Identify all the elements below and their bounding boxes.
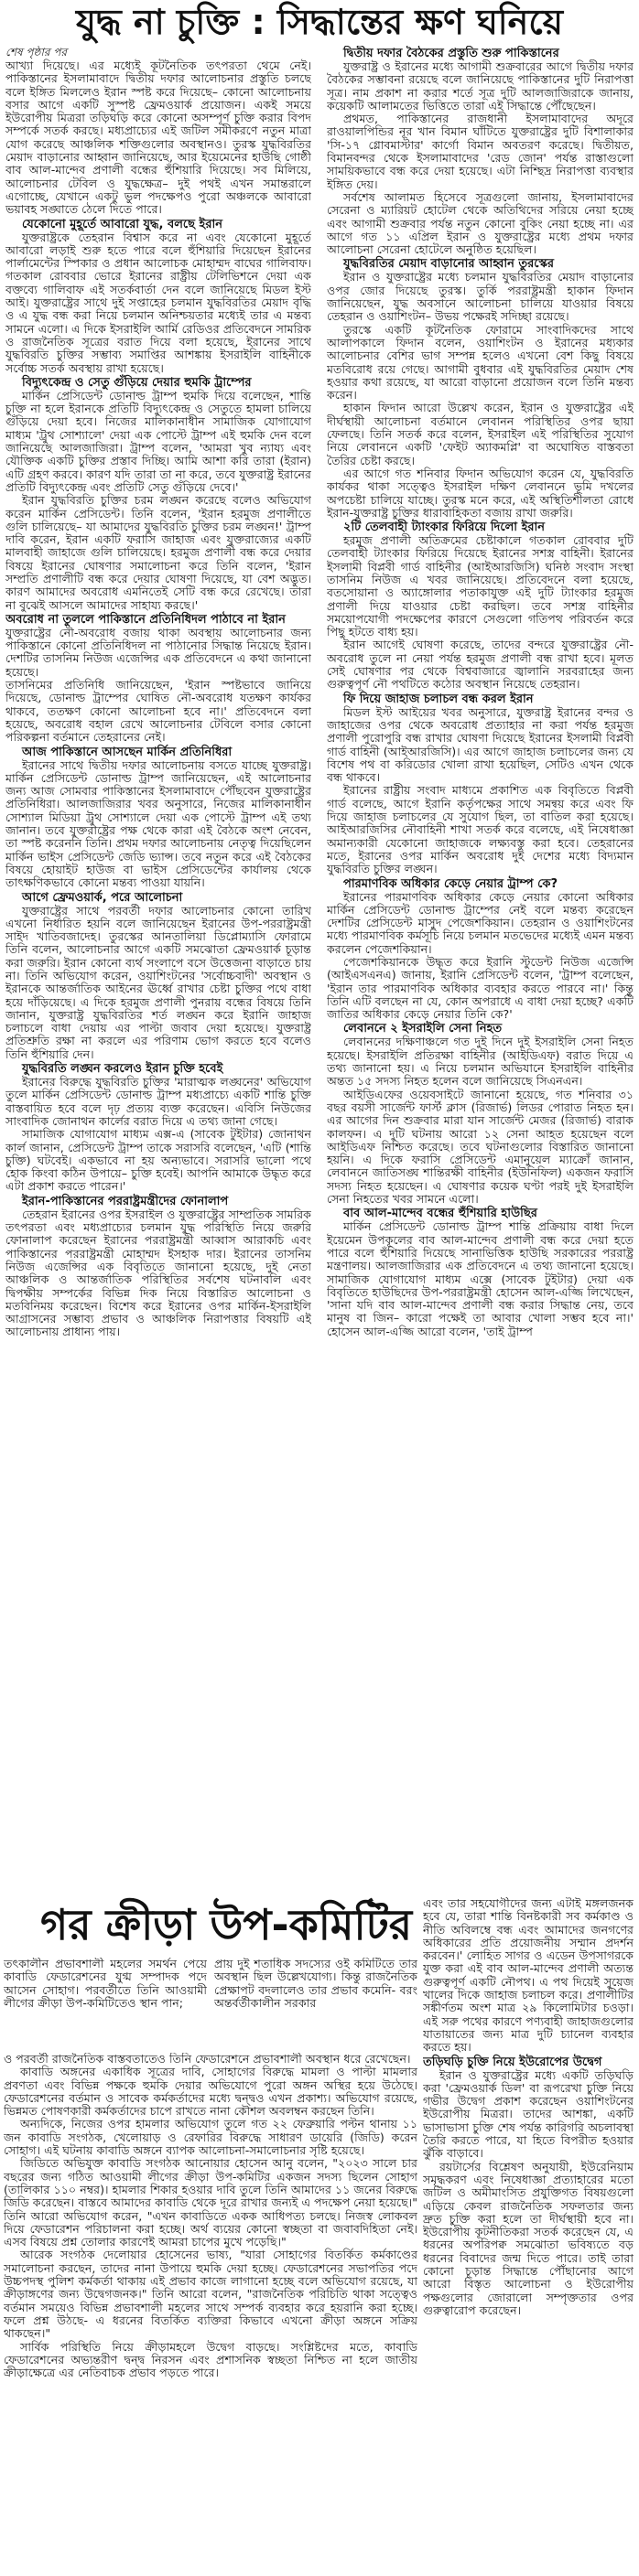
- paragraph: আইডিএফের ওয়েবসাইটে জানানো হয়েছে, গত শনিবার ৩১ বছর বয়সী সার্জেন্ট ফার্স্ট ক্লাস (রিজার্ভ) লিডর পোরাত নিহত হন। এর আগের দিন শুক্রবার মারা যান সার্জেন্ট মেজর (রিজার্ভ) বারাক কালফন। এ দুটি ঘটনায় আরো ১২ সেনা আহত হয়েছেন বলে আইডিএফ নিশ্চিত করেছে। তবে ঘটনাগুলোর বিস্তারিত জানানো হয়নি। এ দিকে ফরাসি প্রেসিডেন্ট এমানুয়েল ম্যাক্রোঁ জানান, লেবাননে জাতিসঙ্ঘ শান্তিরক্ষী বাহিনীর (ইউনিফিল) একজন ফরাসি সদস্য নিহত হয়েছেন। এ ঘোষণার কয়েক ঘণ্টা পরই দুই ইসরাইলি সেনা নিহতের খবর সামনে এলো।: [327, 1087, 634, 1207]
- paragraph: অন্যদিকে, নিজের ওপর হামলার অভিযোগ তুলে গত ২২ ফেব্রুয়ারি পল্টন থানায় ১১ জন কাবাডি সংগঠক, খেলোয়াড় ও রেফারির বিরুদ্ধে সাধারণ ডায়েরি (জিডি) করেন সোহাগ। এই ঘটনায় কাবাডি অঙ্গনে ব্যাপক আলোচনা-সমালোচনার সৃষ্টি হয়েছে।: [4, 2117, 417, 2158]
- subheading: তড়িঘড়ি চুক্তি নিয়ে ইউরোপের উদ্বেগ: [423, 2055, 602, 2069]
- paragraph: যুক্তরাষ্ট্রের সাথে পরবর্তী দফার আলোচনার কোনো তারিখ এখনো নির্ধারিত হয়নি বলে জানিয়েছেন ইরানের উপ-পররাষ্ট্রমন্ত্রী সাইদ খাতিবজাদেহ। তুরস্কের আনতালিয়া ডিপ্লোম্যাসি ফোরামে তিনি বলেন, আলোচনার আগে একটি সমঝোতা ফ্রেমওয়ার্ক চূড়ান্ত করা জরুরি। ইরান কোনো ব্যর্থ সংলাপে বসে উত্তেজনা বাড়াতে চায় না। তিনি অভিযোগ করেন, ওয়াশিংটনের 'সর্বোচ্চবাদী' অবস্থান ও ইরানকে আন্তর্জাতিক আইনের ঊর্ধ্বে রাখার চেষ্টা চুক্তির পথে বাধা হয়ে দাঁড়িয়েছে। এ দিকে হরমুজ প্রণালী পুনরায় বন্ধের বিষয়ে তিনি জানান, যুক্তরাষ্ট্র যুদ্ধবিরতির শর্ত লঙ্ঘন করে ইরানি জাহাজ চলাচলে বাধা দেয়ায় এর পাল্টা জবাব দেয়া হয়েছে। যুক্তরাষ্ট্র প্রতিশ্রুতি রক্ষা না করলে এর পরিণাম ভোগ করতে হবে বলেও তিনি হুঁশিয়ারি দেন।: [5, 903, 311, 1061]
- paragraph: তৎকালীন প্রভাবশালী মহলের সমর্থন পেয়ে কাবাডি ফেডারেশনের যুগ্ম সম্পাদক পদে আসেন সোহাগ। পরবর্তীতে তিনি আওয়ামী লীগের ক্রীড়া উপ-কমিটিতেও স্থান পান;: [4, 1958, 207, 2010]
- paragraph: এবং তার সহযোগীদের জন্য এটাই মঙ্গলজনক হবে যে, তারা শান্তি বিনষ্টকারী সব কর্মকাণ্ড ও নীতি অবিলম্বে বন্ধ এবং আমাদের জনগণের অধিকারের প্রতি প্রয়োজনীয় সম্মান প্রদর্শন করবেন।' লোহিত সাগর ও এডেন উপসাগরকে যুক্ত করা এই বাব আল-মান্দেব প্রণালী অত্যন্ত গুরুত্বপূর্ণ একটি নৌপথ। এ পথ দিয়েই সুয়েজ খালের দিকে জাহাজ চলাচল করে। প্রণালীটির সঙ্কীর্ণতম অংশ মাত্র ২৯ কিলোমিটার চওড়া। এই সরু পথের কারণে পণ্যবাহী জাহাজগুলোর যাতায়াতের জন্য মাত্র দুটি চ্যানেল ব্যবহার করতে হয়।: [423, 1897, 634, 2055]
- paragraph: সামাজিক যোগাযোগ মাধ্যম এক্স-এ (সাবেক টুইটার) জোনাথন কার্ল জানান, প্রেসিডেন্ট ট্রাম্প তাকে সরাসরি বলেছেন, 'এটি (শান্তি চুক্তি) ঘটবেই। একভাবে না হয় অন্যভাবে। সরাসরি ভালো পথে হোক কিংবা কঠিন উপায়ে– চুক্তি হবেই। আপনি আমাকে উদ্ধৃত করে এটা প্রকাশ করতে পারেন।': [5, 1127, 311, 1194]
- paragraph: ইরানের রাষ্ট্রীয় সংবাদ মাধ্যমে প্রকাশিত এক বিবৃতিতে বিপ্লবী গার্ড বলেছে, আগে ইরানি কর্তৃপক্ষের সাথে সমন্বয় করে এবং ফি দিয়ে জাহাজ চলাচলের যে সুযোগ ছিল, তা বাতিল করা হয়েছে। আইআরজিসির নৌবাহিনী শাখা সতর্ক করে বলেছে, এই নিষেধাজ্ঞা অমান্যকারী যেকোনো জাহাজকে লক্ষ্যবস্তু করা হবে। তেহরানের মতে, ইরানের ওপর মার্কিন অবরোধ দুই দেশের মধ্যে বিদ্যমান যুদ্ধবিরতি চুক্তির লঙ্ঘন।: [327, 783, 634, 876]
- paragraph: কাবাডি অঙ্গনের একাধিক সূত্রের দাবি, সোহাগের বিরুদ্ধে মামলা ও পাল্টা মামলার প্রবণতা এবং বিভিন্ন পক্ষকে হুমকি দেয়ার অভিযোগে পুরো অঙ্গন অস্থির হয়ে উঠেছে। ফেডারেশনের বর্তমান ও সাবেক কর্মকর্তাদের মধ্যে দ্বন্দ্বও এখন প্রকাশ্য। অভিযোগ রয়েছে, ভিন্নমত পোষণকারী কর্মকর্তাদের চাপে রাখতে নানা কৌশল অবলম্বন করছেন তিনি।: [4, 2065, 417, 2119]
- subheading: ইরান-পাকিস্তানের পররাষ্ট্রমন্ত্রীদের ফোনালাপ: [22, 1194, 229, 1208]
- main-article-right-column: [327, 46, 634, 1895]
- paragraph: পেজেশকিয়ানকে উদ্ধৃত করে ইরানি স্টুডেন্ট নিউজ এজেন্সি (আইএসএনএ) জানায়, ইরানি প্রেসিডেন্ট বলেন, 'ট্রাম্প বলেছেন, 'ইরান তার পারমাণবিক অধিকার ব্যবহার করতে পারবে না।' কিন্তু তিনি এটি বলছেন না যে, কোন অপরাধে এ বাধা দেয়া হচ্ছে? একটি জাতির অধিকার কেড়ে নেয়ার তিনি কে?': [327, 955, 634, 1022]
- subheading: আগে ফ্রেমওয়ার্ক, পরে আলোচনা: [22, 890, 183, 905]
- sports-headline-text: গর ক্রীড়া উপ-কমিটির: [40, 1900, 412, 1949]
- paragraph: হরমুজ প্রণালী অতিক্রমের চেষ্টাকালে গতকাল রোববার দুটি তেলবাহী ট্যাংকার ফিরিয়ে দিয়েছে ইরানের সশস্ত্র বাহিনী। ইরানের ইসলামী বিপ্লবী গার্ড বাহিনীর (আইআরজিসি) ঘনিষ্ঠ সংবাদ সংস্থা তাসনিম নিউজ এ খবর জানিয়েছে। প্রতিবেদনে বলা হয়েছে, বতসোয়ানা ও অ্যাঙ্গোলার পতাকাযুক্ত এই দুটি ট্যাংকার হরমুজ প্রণালী দিয়ে যাওয়ার চেষ্টা করছিল। তবে সশস্ত্র বাহিনীর সময়োপযোগী পদক্ষেপের কারণে সেগুলো গতিপথ পরিবর্তন করে পিছু হটতে বাধ্য হয়।: [327, 533, 634, 639]
- paragraph: তেহরান ইরানের ওপর ইসরাইল ও যুক্তরাষ্ট্রের সাম্প্রতিক সামরিক তৎপরতা এবং মধ্যপ্রাচ্যের চলমান যুদ্ধ পরিস্থিতি নিয়ে জরুরি ফোনালাপ করেছেন ইরানের পররাষ্ট্রমন্ত্রী আব্বাস আরাকচি এবং পাকিস্তানের পররাষ্ট্রমন্ত্রী মোহাম্মদ ইসহাক দার। ইরানের তাসনিম নিউজ এজেন্সির এক বিবৃতিতে জানানো হয়েছে, দুই নেতা আঞ্চলিক ও আন্তর্জাতিক পরিস্থিতির সর্বশেষ ঘটনাবলি এবং দ্বিপক্ষীয় সম্পর্কের বিভিন্ন দিক নিয়ে বিস্তারিত আলোচনা ও মতবিনিময় করেছেন। বিশেষ করে ইরানের ওপর মার্কিন-ইসরাইলি আগ্রাসনের সম্ভাব্য প্রভাব ও আঞ্চলিক নিরাপত্তার বিষয়টি এই আলোচনায় প্রাধান্য পায়।: [5, 1207, 311, 1339]
- sports-article-headline: [0, 1895, 421, 1954]
- paragraph: ইরানের পারমাণবিক অধিকার কেড়ে নেয়ার কোনো অধিকার মার্কিন প্রেসিডেন্ট ডোনাল্ড ট্রাম্পের নেই বলে মন্তব্য করেছেন দেশটির প্রেসিডেন্ট মাসুদ পেজেশকিয়ান। তেহরান ও ওয়াশিংটনের মধ্যে পারমাণবিক কর্মসূচি নিয়ে চলমান মতভেদের মধ্যেই এমন মন্তব্য করলেন পেজেশকিয়ান।: [327, 889, 634, 956]
- paragraph: যুক্তরাষ্ট্রকে তেহরান বিশ্বাস করে না এবং যেকোনো মুহূর্তে আবারো লড়াই শুরু হতে পারে বলে হুঁশিয়ারি দিয়েছেন ইরানের পার্লামেন্টের স্পিকার ও প্রধান আলোচক মোহাম্মদ বাঘের গালিবাফ। গতকাল রোববার ভোরে ইরানের রাষ্ট্রীয় টেলিভিশনে দেয়া এক বক্তব্যে গালিবাফ এই সতর্কবার্তা দেন বলে জানিয়েছে মিডল ইস্ট আই। যুক্তরাষ্ট্রের সাথে দুই সপ্তাহের চলমান যুদ্ধবিরতির মেয়াদ বৃদ্ধি ও এ যুদ্ধ বন্ধ করা নিয়ে চলমান অনিশ্চয়তার মধ্যেই তার এ মন্তব্য সামনে এলো। এ দিকে ইসরাইলি আর্মি রেডিওর প্রতিবেদনে সামরিক ও রাজনৈতিক সূত্রের বরাত দিয়ে বলা হয়েছে, ইরানের সাথে যুদ্ধবিরতি চুক্তির সম্ভাব্য সমাপ্তির আশঙ্কায় ইসরাইলি বাহিনীকে সর্বোচ্চ সতর্ক অবস্থায় রাখা হয়েছে।: [5, 230, 311, 375]
- sports-article-column-1: [4, 1958, 207, 2038]
- paragraph: তাসনিমের প্রতিনিধি জানিয়েছেন, 'ইরান স্পষ্টভাবে জানিয়ে দিয়েছে, ডোনাল্ড ট্রাম্পের ঘোষিত নৌ-অবরোধ যতক্ষণ কার্যকর থাকবে, ততক্ষণ কোনো আলোচনা হবে না।' প্রতিবেদনে বলা হয়েছে, অবরোধ বহাল রেখে আলোচনার টেবিলে বসার কোনো পরিকল্পনা বর্তমানে তেহরানের নেই।: [5, 678, 311, 745]
- paragraph: প্রথমত, পাকিস্তানের রাজধানী ইসলামাবাদের অদূরে রাওয়ালপিন্ডির নূর খান বিমান ঘাঁটিতে যুক্তরাষ্ট্রের দুটি বিশালাকার 'সি-১৭ গ্লোবমাস্টার' কার্গো বিমান অবতরণ করেছে। দ্বিতীয়ত, বিমানবন্দর থেকে ইসলামাবাদের 'রেড জোন' পর্যন্ত রাস্তাগুলো সাময়িকভাবে বন্ধ করে দেয়া হয়েছে। এটা নিশ্ছিদ্র নিরাপত্তা ব্যবস্থার ইঙ্গিত দেয়।: [327, 112, 634, 191]
- sports-article-body: [4, 2053, 417, 2565]
- subheading: দ্বিতীয় দফার বৈঠকের প্রস্তুতি শুরু পাকিস্তানের: [343, 47, 559, 60]
- paragraph: ইরান যুদ্ধবিরতি চুক্তির চরম লঙ্ঘন করেছে বলেও অভিযোগ করেন মার্কিন প্রেসিডেন্ট। তিনি বলেন, 'ইরান হরমুজ প্রণালীতে গুলি চালিয়েছে– যা আমাদের যুদ্ধবিরতি চুক্তির চরম লঙ্ঘন!' ট্রাম্প দাবি করেন, ইরান একটি ফরাসি জাহাজ এবং যুক্তরাজ্যের একটি মালবাহী জাহাজে গুলি চালিয়েছে। হরমুজ প্রণালী বন্ধ করে দেয়ার বিষয়ে ইরানের ঘোষণার সমালোচনা করে তিনি বলেন, 'ইরান সম্প্রতি প্রণালীটি বন্ধ করে দেয়ার ঘোষণা দিয়েছে, যা বেশ অদ্ভুত। কারণ আমাদের অবরোধ এমনিতেই সেটি বন্ধ করে রেখেছে। তারা না বুঝেই আসলে আমাদের সাহায্য করছে।': [5, 493, 311, 612]
- paragraph: মার্কিন প্রেসিডেন্ট ডোনাল্ড ট্রাম্প হুমকি দিয়ে বলেছেন, শান্তি চুক্তি না হলে ইরানকে প্রতিটি বিদ্যুৎকেন্দ্র ও সেতুতে হামলা চালিয়ে গুঁড়িয়ে দেয়া হবে। নিজের মালিকানাধীন সামাজিক যোগাযোগ মাধ্যম 'ট্রুথ সোশ্যালে' দেয়া এক পোস্টে ট্রাম্প এই হুমকি দেন বলে জানিয়েছে আলজাজিরা। ট্রাম্প বলেন, 'আমরা খুব ন্যায্য এবং যৌক্তিক একটি চুক্তির প্রস্তাব দিচ্ছি। আমি আশা করি তারা (ইরান) এটি গ্রহণ করবে। কারণ যদি তারা তা না করে, তবে যুক্তরাষ্ট্র ইরানের প্রতিটি বিদ্যুৎকেন্দ্র এবং প্রতিটি সেতু গুঁড়িয়ে দেবে।': [5, 388, 311, 494]
- subheading: অবরোধ না তুললে পাকিস্তানে প্রতিনিধিদল পাঠাবে না ইরান: [5, 612, 286, 627]
- paragraph: এর আগে গত শনিবার ফিদান অভিযোগ করেন যে, যুদ্ধবিরতি কার্যকর থাকা সত্ত্বেও ইসরাইল দক্ষিণ লেবাননে ভূমি দখলের অপচেষ্টা চালিয়ে যাচ্ছে। তুরস্ক মনে করে, এই অস্থিতিশীলতা রোধে ইরান-যুক্তরাষ্ট্র চুক্তির ধারাবাহিকতা বজায় রাখা জরুরি।: [327, 466, 634, 520]
- paragraph: ইরান ও যুক্তরাষ্ট্রের মধ্যে চলমান যুদ্ধবিরতির মেয়াদ বাড়ানোর ওপর জোর দিয়েছে তুরস্ক। তুর্কি পররাষ্ট্রমন্ত্রী হাকান ফিদান জানিয়েছেন, যুদ্ধ অবসানে আলোচনা চালিয়ে যাওয়ার বিষয়ে তেহরান ও ওয়াশিংটন– উভয় পক্ষেরই সদিচ্ছা রয়েছে।: [327, 270, 634, 324]
- paragraph: সর্বশেষ আলামত হিসেবে সূত্রগুলো জানায়, ইসলামাবাদের সেরেনা ও ম্যারিয়ট হোটেল থেকে অতিথিদের সরিয়ে নেয়া হচ্ছে এবং আগামী শুক্রবার পর্যন্ত নতুন কোনো বুকিং নেয়া হচ্ছে না। এর আগে গত ১১ এপ্রিল ইরান ও যুক্তরাষ্ট্রের মধ্যে প্রথম দফার আলোচনা সেরেনা হোটেলে অনুষ্ঠিত হয়েছিল।: [327, 189, 634, 257]
- paragraph: ইরান ও যুক্তরাষ্ট্রের মধ্যে একটি তড়িঘড়ি করা 'ফ্রেমওয়ার্ক ডিল' বা রূপরেখা চুক্তি নিয়ে গভীর উদ্বেগ প্রকাশ করেছেন ওয়াশিংটনের ইউরোপীয় মিত্ররা। তাদের আশঙ্কা, একটি ভাসাভাসা চুক্তি শেষ পর্যন্ত কারিগরি অচলাবস্থা তৈরি করতে পারে, যা হিতে বিপরীত হওয়ার ঝুঁকি বাড়াবে।: [423, 2067, 634, 2161]
- paragraph: রয়টার্সের বিশ্লেষণ অনুযায়ী, ইউরেনিয়াম সমৃদ্ধকরণ এবং নিষেধাজ্ঞা প্রত্যাহারের মতো জটিল ও অমীমাংসিত প্রযুক্তিগত বিষয়গুলো এড়িয়ে কেবল রাজনৈতিক সফলতার জন্য দ্রুত চুক্তি করা হলে তা দীর্ঘস্থায়ী হবে না। ইউরোপীয় কূটনীতিকরা সতর্ক করেছেন যে, এ ধরনের অপরিপক্ব সমঝোতা ভবিষ্যতে বড় ধরনের বিবাদের জন্ম দিতে পারে। তাই তারা কোনো চূড়ান্ত সিদ্ধান্তে পৌঁছানোর আগে আরো বিস্তৃত আলোচনা ও ইউরোপীয় পক্ষগুলোর জোরালো সম্পৃক্ততার ওপর গুরুত্বারোপ করেছেন।: [423, 2159, 634, 2317]
- subheading: যুদ্ধবিরতি লঙ্ঘন করলেও ইরান চুক্তি হবেই: [22, 1062, 223, 1077]
- subheading: ২টি তেলবাহী ট্যাংকার ফিরিয়ে দিলো ইরান: [343, 521, 546, 535]
- paragraph: তুরস্কে একটি কূটনৈতিক ফোরামে সাংবাদিকদের সাথে আলাপকালে ফিদান বলেন, ওয়াশিংটন ও ইরানের মধ্যকার আলোচনার বেশির ভাগ সম্পন্ন হলেও এখনো বেশ কিছু বিষয়ে মতবিরোধ রয়ে গেছে। আগামী বুধবার এই যুদ্ধবিরতির মেয়াদ শেষ হওয়ার কথা রয়েছে, যা আরো বাড়ানো প্রয়োজন বলে তিনি মন্তব্য করেন।: [327, 322, 634, 402]
- subheading: যেকোনো মুহূর্তে আবারো যুদ্ধ, বলছে ইরান: [22, 217, 223, 231]
- paragraph: যুক্তরাষ্ট্র ও ইরানের মধ্যে আগামী শুক্রবারের আগে দ্বিতীয় দফার বৈঠকের সম্ভাবনা রয়েছে বলে জানিয়েছে পাকিস্তানের দুটি নিরাপত্তা সূত্র। নাম প্রকাশ না করার শর্তে সূত্র দুটি আলজাজিরাকে জানায়, কয়েকটি আলামতের ভিত্তিতে তারা এই সিদ্ধান্তে পৌঁছেছেন।: [327, 59, 634, 113]
- subheading: আজ পাকিস্তানে আসছেন মার্কিন প্রতিনিধিরা: [22, 745, 233, 759]
- paragraph: ইরান আগেই ঘোষণা করেছে, তাদের বন্দরে যুক্তরাষ্ট্রের নৌ-অবরোধ তুলে না নেয়া পর্যন্ত হরমুজ প্রণালী বন্ধ রাখা হবে। মূলত সেই ঘোষণার পর থেকে বিশ্ববাজারে জ্বালানি সরবরাহের জন্য গুরুত্বপূর্ণ নৌ পথটিতে কঠোর অবস্থান নিয়েছে তেহরান।: [327, 638, 634, 692]
- paragraph: ইরানের সাথে দ্বিতীয় দফার আলোচনায় বসতে যাচ্ছে যুক্তরাষ্ট্র। মার্কিন প্রেসিডেন্ট ডোনাল্ড ট্রাম্প জানিয়েছেন, এই আলোচনার জন্য আজ সোমবার পাকিস্তানের ইসলামাবাদে পৌঁছবেন যুক্তরাষ্ট্রের প্রতিনিধিরা। আলজাজিরার খবর অনুসারে, নিজের মালিকানাধীন সোশ্যাল মিডিয়া ট্রুথ সোশ্যালে দেয়া এক পোস্টে ট্রাম্প এই তথ্য জানান। তবে যুক্তরাষ্ট্রের পক্ষ থেকে কারা এই বৈঠকে অংশ নেবেন, তা স্পষ্ট করেননি তিনি। প্রথম দফার আলোচনায় নেতৃত্ব দিয়েছিলেন মার্কিন ভাইস প্রেসিডেন্ট জেডি ভ্যান্স। তবে নতুন করে এই বৈঠকের বিষয়ে হোয়াইট হাউজ বা ভাইস প্রেসিডেন্টের কার্যালয় থেকে তাৎক্ষণিকভাবে কোনো মন্তব্য পাওয়া যায়নি।: [5, 757, 311, 890]
- subheading: বিদ্যুৎকেন্দ্র ও সেতু গুঁড়িয়ে দেয়ার হুমকি ট্রাম্পের: [22, 375, 252, 390]
- paragraph: আরেক সংগঠক দেলোয়ার হোসেনের ভাষ্য, "যারা সোহাগের বিতর্কিত কর্মকাণ্ডের সমালোচনা করছেন, তাদের নানা উপায়ে হুমকি দেয়া হচ্ছে। ফেডারেশনের সভাপতির পদে উচ্চপদস্থ পুলিশ কর্মকর্তা থাকায় এই প্রভাব কাজে লাগানো হচ্ছে বলে অভিযোগ রয়েছে, যা ক্রীড়াঙ্গণের জন্য উদ্বেগজনক।" তিনি আরো বলেন, "রাজনৈতিক পরিচিতি থাকা সত্ত্বেও বর্তমান সময়েও বিভিন্ন প্রভাবশালী মহলের সাথে সম্পর্ক ব্যবহার করে হয়রানি করা হচ্ছে। ফলে প্রশ্ন উঠছে- এ ধরনের বিতর্কিত ব্যক্তিরা কিভাবে এখনো ক্রীড়া অঙ্গনে সক্রিয় থাকছেন।": [4, 2248, 417, 2341]
- paragraph: ইরানের বিরুদ্ধে যুদ্ধবিরতি চুক্তির 'মারাত্মক লঙ্ঘনের' অভিযোগ তুলে মার্কিন প্রেসিডেন্ট ডোনাল্ড ট্রাম্প মধ্যপ্রাচ্যে একটি শান্তি চুক্তি বাস্তবায়িত হবে বলে দৃঢ় প্রত্যয় ব্যক্ত করেছেন। এবিসি নিউজের সাংবাদিক জোনাথন কার্লের বরাত দিয়ে এ তথ্য জানা গেছে।: [5, 1075, 311, 1128]
- paragraph: আখ্যা দিয়েছে। এর মধ্যেই কূটনৈতিক তৎপরতা থেমে নেই। পাকিস্তানের ইসলামাবাদে দ্বিতীয় দফার আলোচনার প্রস্তুতি চলছে বলে ইঙ্গিত মিললেও ইরান স্পষ্ট করে দিয়েছে– কোনো আলোচনায় বসার আগে একটি সুস্পষ্ট ফ্রেমওয়ার্ক প্রয়োজন। একই সময়ে ইউরোপীয় মিত্ররা তড়িঘড়ি করে কোনো অসম্পূর্ণ চুক্তি করার বিপদ সম্পর্কে সতর্ক করছে। মধ্যপ্রাচ্যের এই জটিল সমীকরণে নতুন মাত্রা যোগ করেছে আঞ্চলিক শক্তিগুলোর অবস্থানও। তুরস্ক যুদ্ধবিরতির মেয়াদ বাড়ানোর আহ্বান জানিয়েছে, আর ইয়েমেনের হাউছি গোষ্ঠী বাব আল-মান্দেব প্রণালী বন্ধের হুঁশিয়ারি দিয়েছে। সব মিলিয়ে, আলোচনার টেবিল ও যুদ্ধক্ষেত্র– দুই পথই এখন সমান্তরালে এগোচ্ছে, যেখানে একটু ভুল পদক্ষেপও পুরো অঞ্চলকে আবারো ভয়াবহ সঙ্ঘাতে ঠেলে দিতে পারে।: [5, 59, 311, 217]
- paragraph: লেবাননের দক্ষিণাঞ্চলে গত দুই দিনে দুই ইসরাইলি সেনা নিহত হয়েছে। ইসরাইলি প্রতিরক্ষা বাহিনীর (আইডিএফ) বরাত দিয়ে এ তথ্য জানানো হয়। এ নিয়ে চলমান অভিযানে ইসরাইলি বাহিনীর অন্তত ১৫ সদস্য নিহত হলেন বলে জানিয়েছে সিএনএন।: [327, 1035, 634, 1089]
- main-article-continuation-column: [423, 1897, 634, 2574]
- paragraph: যুক্তরাষ্ট্রের নৌ-অবরোধ বজায় থাকা অবস্থায় আলোচনার জন্য পাকিস্তানে কোনো প্রতিনিধিদল না পাঠানোর সিদ্ধান্ত নিয়েছে ইরান। দেশটির তাসনিম নিউজ এজেন্সির এক প্রতিবেদনে এ কথা জানানো হয়েছে।: [5, 625, 311, 679]
- subheading: বাব আল-মান্দেব বন্ধের হুঁশিয়ারি হাউছির: [343, 1207, 537, 1221]
- subheading: পারমাণবিক অধিকার কেড়ে নেয়ার ট্রাম্প কে?: [343, 876, 558, 891]
- subheading: ফি দিয়ে জাহাজ চলাচল বন্ধ করল ইরান: [343, 692, 534, 706]
- paragraph: জিডিতে অভিযুক্ত কাবাডি সংগঠক আনোয়ার হোসেন আনু বলেন, "২০২৩ সালে চার বছরের জন্য গঠিত আওয়ামী লীগের ক্রীড়া উপ-কমিটির একজন সদস্য ছিলেন সোহাগ (তালিকার ১১০ নম্বর)। হামলার শিকার হওয়ার দাবি তুলে তিনি আমাদের ১১ জনের বিরুদ্ধে জিডি করেছেন। বাস্তবে আমাদের কাবাডি থেকে দূরে রাখার জন্যই এ পদক্ষেপ নেয়া হয়েছে।" তিনি আরো অভিযোগ করেন, "এখন কাবাডিতে একক আধিপত্য চলছে। নিজস্ব লোকবল দিয়ে ফেডারেশন পরিচালনা করা হচ্ছে। অর্থ ব্যয়ের কোনো স্বচ্ছতা বা জবাবদিহিতা নেই। এসব বিষয়ে প্রশ্ন তোলার কারণেই আমরা চাপের মুখে পড়েছি।": [4, 2156, 417, 2249]
- main-headline: যুদ্ধ না চুক্তি : সিদ্ধান্তের ক্ষণ ঘনিয়ে: [76, 2, 563, 42]
- paragraph: হাকান ফিদান আরো উল্লেখ করেন, ইরান ও যুক্তরাষ্ট্রের এই দীর্ঘস্থায়ী আলোচনা বর্তমানে লেবানন পরিস্থিতির ওপর ছায়া ফেলছে। তিনি সতর্ক করে বলেন, ইসরাইল এই পরিস্থিতির সুযোগ নিয়ে লেবাননে একটি 'ফেইট অ্যাকমপ্লি' বা অঘোষিত বাস্তবতা তৈরির চেষ্টা করছে।: [327, 401, 634, 467]
- paragraph: মিডল ইস্ট আইয়ের খবর অনুসারে, যুক্তরাষ্ট্র ইরানের বন্দর ও জাহাজের ওপর থেকে অবরোধ প্রত্যাহার না করা পর্যন্ত হরমুজ প্রণালী পুরোপুরি বন্ধ রাখার ঘোষণা দিয়েছে ইরানের ইসলামী বিপ্লবী গার্ড বাহিনী (আইআরজিসি)। এর আগে জাহাজ চলাচলের জন্য যে বিশেষ পথ বা করিডোর খোলা রাখা হয়েছিল, সেটিও এখন থেকে বন্ধ থাকবে।: [327, 704, 634, 785]
- sports-article-column-2: [214, 1958, 417, 2038]
- paragraph: ও পরবর্তী রাজনৈতিক বাস্তবতাতেও তিনি ফেডারেশনে প্রভাবশালী অবস্থান ধরে রেখেছেন।: [4, 2053, 411, 2066]
- subheading: লেবাননে ২ ইসরাইলি সেনা নিহত: [343, 1022, 503, 1036]
- main-article-left-column: [5, 46, 311, 1886]
- paragraph: সার্বিক পরিস্থিতি নিয়ে ক্রীড়ামহলে উদ্বেগ বাড়ছে। সংশ্লিষ্টদের মতে, কাবাডি ফেডারেশনের অভ্যন্তরীণ দ্বন্দ্ব নিরসন এবং প্রশাসনিক স্বচ্ছতা নিশ্চিত না হলে জাতীয় ক্রীড়াক্ষেত্রে এর নেতিবাচক প্রভাব পড়তে পারে।: [4, 2339, 417, 2380]
- continuation-kicker: শেষ পৃষ্ঠার পর: [5, 46, 68, 59]
- paragraph: প্রায় দুই শতাধিক সদস্যের ওই কমিটিতে তার অবস্থান ছিল উল্লেখযোগ্য। কিন্তু রাজনৈতিক প্রেক্ষাপট বদলালেও তার প্রভাব কমেনি- বরং অন্তর্বর্তীকালীন সরকার: [214, 1958, 417, 2010]
- subheading: যুদ্ধবিরতির মেয়াদ বাড়ানোর আহ্বান তুরস্কের: [343, 257, 555, 272]
- paragraph: মার্কিন প্রেসিডেন্ট ডোনাল্ড ট্রাম্প শান্তি প্রক্রিয়ায় বাধা দিলে ইয়েমেন উপকূলের বাব আল-মান্দেব প্রণালী বন্ধ করে দেয়া হতে পারে বলে হুঁশিয়ারি দিয়েছে সানাভিত্তিক হাউছি সরকারের পররাষ্ট্র মন্ত্রণালয়। আলজাজিরার এক প্রতিবেদনে এ তথ্য জানানো হয়েছে। সামাজিক যোগাযোগ মাধ্যম এক্সে (সাবেক টুইটার) দেয়া এক বিবৃতিতে হাউছিদের উপ-পররাষ্ট্রমন্ত্রী হোসেন আল-এজ্জি লিখেছেন, 'সানা যদি বাব আল-মান্দেব প্রণালী বন্ধ করার সিদ্ধান্ত নেয়, তবে মানুষ বা জিন– কারো পক্ষেই তা আবার খোলা সম্ভব হবে না।' হোসেন আল-এজ্জি আরো বলেন, 'তাই ট্রাম্প: [327, 1219, 634, 1338]
